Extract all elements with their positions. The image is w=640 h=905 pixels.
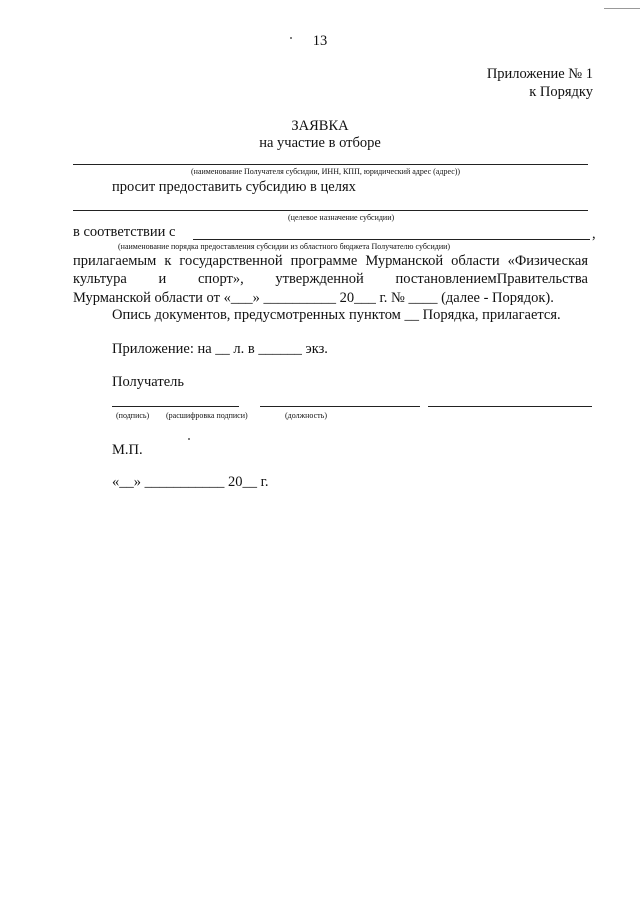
appendix-line1: Приложение № 1 [486, 66, 593, 82]
paragraph-line2: культура и спорт», утвержденной постановлениемПравительства [73, 271, 588, 287]
recipient-label: Получатель [112, 374, 184, 390]
comma: , [592, 226, 596, 242]
attachment-text: Приложение: на __ л. в ______ экз. [112, 341, 328, 357]
purpose-caption: (целевое назначение субсидии) [288, 213, 395, 222]
decoding-caption: (расшифровка подписи) [166, 411, 248, 420]
appendix-line2: к Порядку [529, 84, 593, 100]
purpose-line [73, 210, 588, 211]
according-text: в соответствии с [73, 224, 176, 240]
page-number: 13 [312, 33, 328, 49]
corner-mark [604, 8, 640, 9]
stamp-label: М.П. [112, 442, 143, 458]
signature-caption: (подпись) [116, 411, 150, 420]
inventory-text: Опись документов, предусмотренных пунктом __ Порядка, прилагается. [112, 307, 561, 323]
position-caption: (должность) [285, 411, 327, 420]
paragraph-line3: Мурманской области от «___» __________ 20___ г. № ____ (далее - Порядок). [73, 290, 554, 306]
scan-dot [188, 438, 190, 440]
position-line [428, 406, 592, 407]
document-subtitle: на участие в отборе [259, 135, 381, 151]
decoding-line [260, 406, 420, 407]
date-line: «__» ___________ 20__ г. [112, 474, 269, 490]
document-title: ЗАЯВКА [291, 118, 349, 134]
request-text: просит предоставить субсидию в целях [112, 179, 356, 195]
recipient-name-line [73, 164, 588, 165]
procedure-caption: (наименование порядка предоставления субсидии из областного бюджета Получателю субсидии) [118, 242, 451, 251]
procedure-line [193, 239, 590, 240]
paragraph-line1: прилагаемым к государственной программе Мурманской области «Физическая [73, 253, 588, 269]
signature-line [112, 406, 239, 407]
recipient-caption: (наименование Получателя субсидии, ИНН, КПП, юридический адрес (адрес)) [191, 167, 461, 176]
